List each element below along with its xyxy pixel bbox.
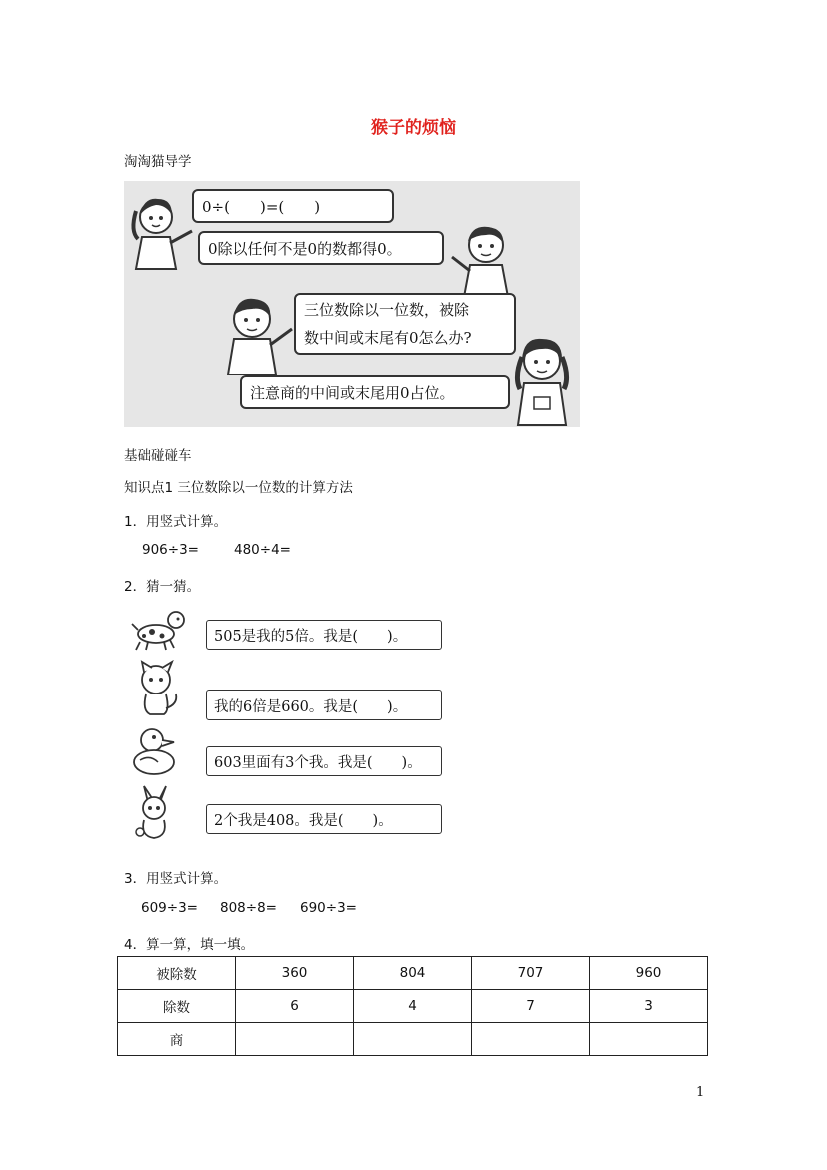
answer-cell[interactable] <box>354 1023 472 1056</box>
question-2-label: 2．猜一猜。 <box>124 579 201 595</box>
dialog-illustration <box>124 181 580 427</box>
table-cell: 6 <box>236 990 354 1023</box>
answer-cell[interactable] <box>472 1023 590 1056</box>
q1-problem: 480÷4= <box>234 542 291 558</box>
table-cell: 4 <box>354 990 472 1023</box>
q3-problem: 609÷3= <box>141 900 198 916</box>
girl-with-bag-icon <box>508 327 580 427</box>
table-cell: 360 <box>236 957 354 990</box>
girl-icon <box>126 191 196 271</box>
table-row-header: 除数 <box>118 990 236 1023</box>
dialog-bubble-3-line-1: 三位数除以一位数，被除 <box>304 301 470 319</box>
q3-problem: 690÷3= <box>300 900 357 916</box>
section-guide-heading: 淘淘猫导学 <box>124 154 192 170</box>
table-cell: 3 <box>590 990 708 1023</box>
guess-bubble-2: 我的6倍是660。我是( )。 <box>206 690 442 720</box>
page-number: 1 <box>696 1085 705 1100</box>
dog-icon <box>130 604 188 652</box>
answer-cell[interactable] <box>590 1023 708 1056</box>
question-4-label: 4．算一算，填一填。 <box>124 937 255 953</box>
cat-icon <box>130 660 182 716</box>
answer-cell[interactable] <box>236 1023 354 1056</box>
page-title: 猴子的烦恼 <box>371 118 456 138</box>
table-cell: 804 <box>354 957 472 990</box>
guess-bubble-1: 505是我的5倍。我是( )。 <box>206 620 442 650</box>
table-cell: 7 <box>472 990 590 1023</box>
rabbit-icon <box>130 784 182 840</box>
dialog-bubble-3 <box>294 293 516 355</box>
table-row <box>118 1023 708 1056</box>
q3-problem: 808÷8= <box>220 900 277 916</box>
boy-icon <box>446 217 518 297</box>
table-row-header: 商 <box>118 1023 236 1056</box>
dialog-bubble-2: 0除以任何不是0的数都得0。 <box>198 231 444 265</box>
division-table <box>117 956 708 1056</box>
guess-bubble-4: 2个我是408。我是( )。 <box>206 804 442 834</box>
knowledge-point-heading: 知识点1 三位数除以一位数的计算方法 <box>124 480 353 496</box>
table-row <box>118 990 708 1023</box>
table-cell: 960 <box>590 957 708 990</box>
duck-icon <box>130 724 184 778</box>
table-row-header: 被除数 <box>118 957 236 990</box>
q1-problem: 906÷3= <box>142 542 199 558</box>
question-1-label: 1．用竖式计算。 <box>124 514 228 530</box>
dialog-bubble-1: 0÷( )=( ) <box>192 189 394 223</box>
dialog-bubble-3-line-2: 数中间或末尾有0怎么办? <box>304 329 472 347</box>
question-3-label: 3．用竖式计算。 <box>124 871 228 887</box>
table-row <box>118 957 708 990</box>
table-cell: 707 <box>472 957 590 990</box>
guess-bubble-3: 603里面有3个我。我是( )。 <box>206 746 442 776</box>
boy-thinking-icon <box>220 289 300 375</box>
section-basic-heading: 基础碰碰车 <box>124 448 192 464</box>
dialog-bubble-4: 注意商的中间或末尾用0占位。 <box>240 375 510 409</box>
